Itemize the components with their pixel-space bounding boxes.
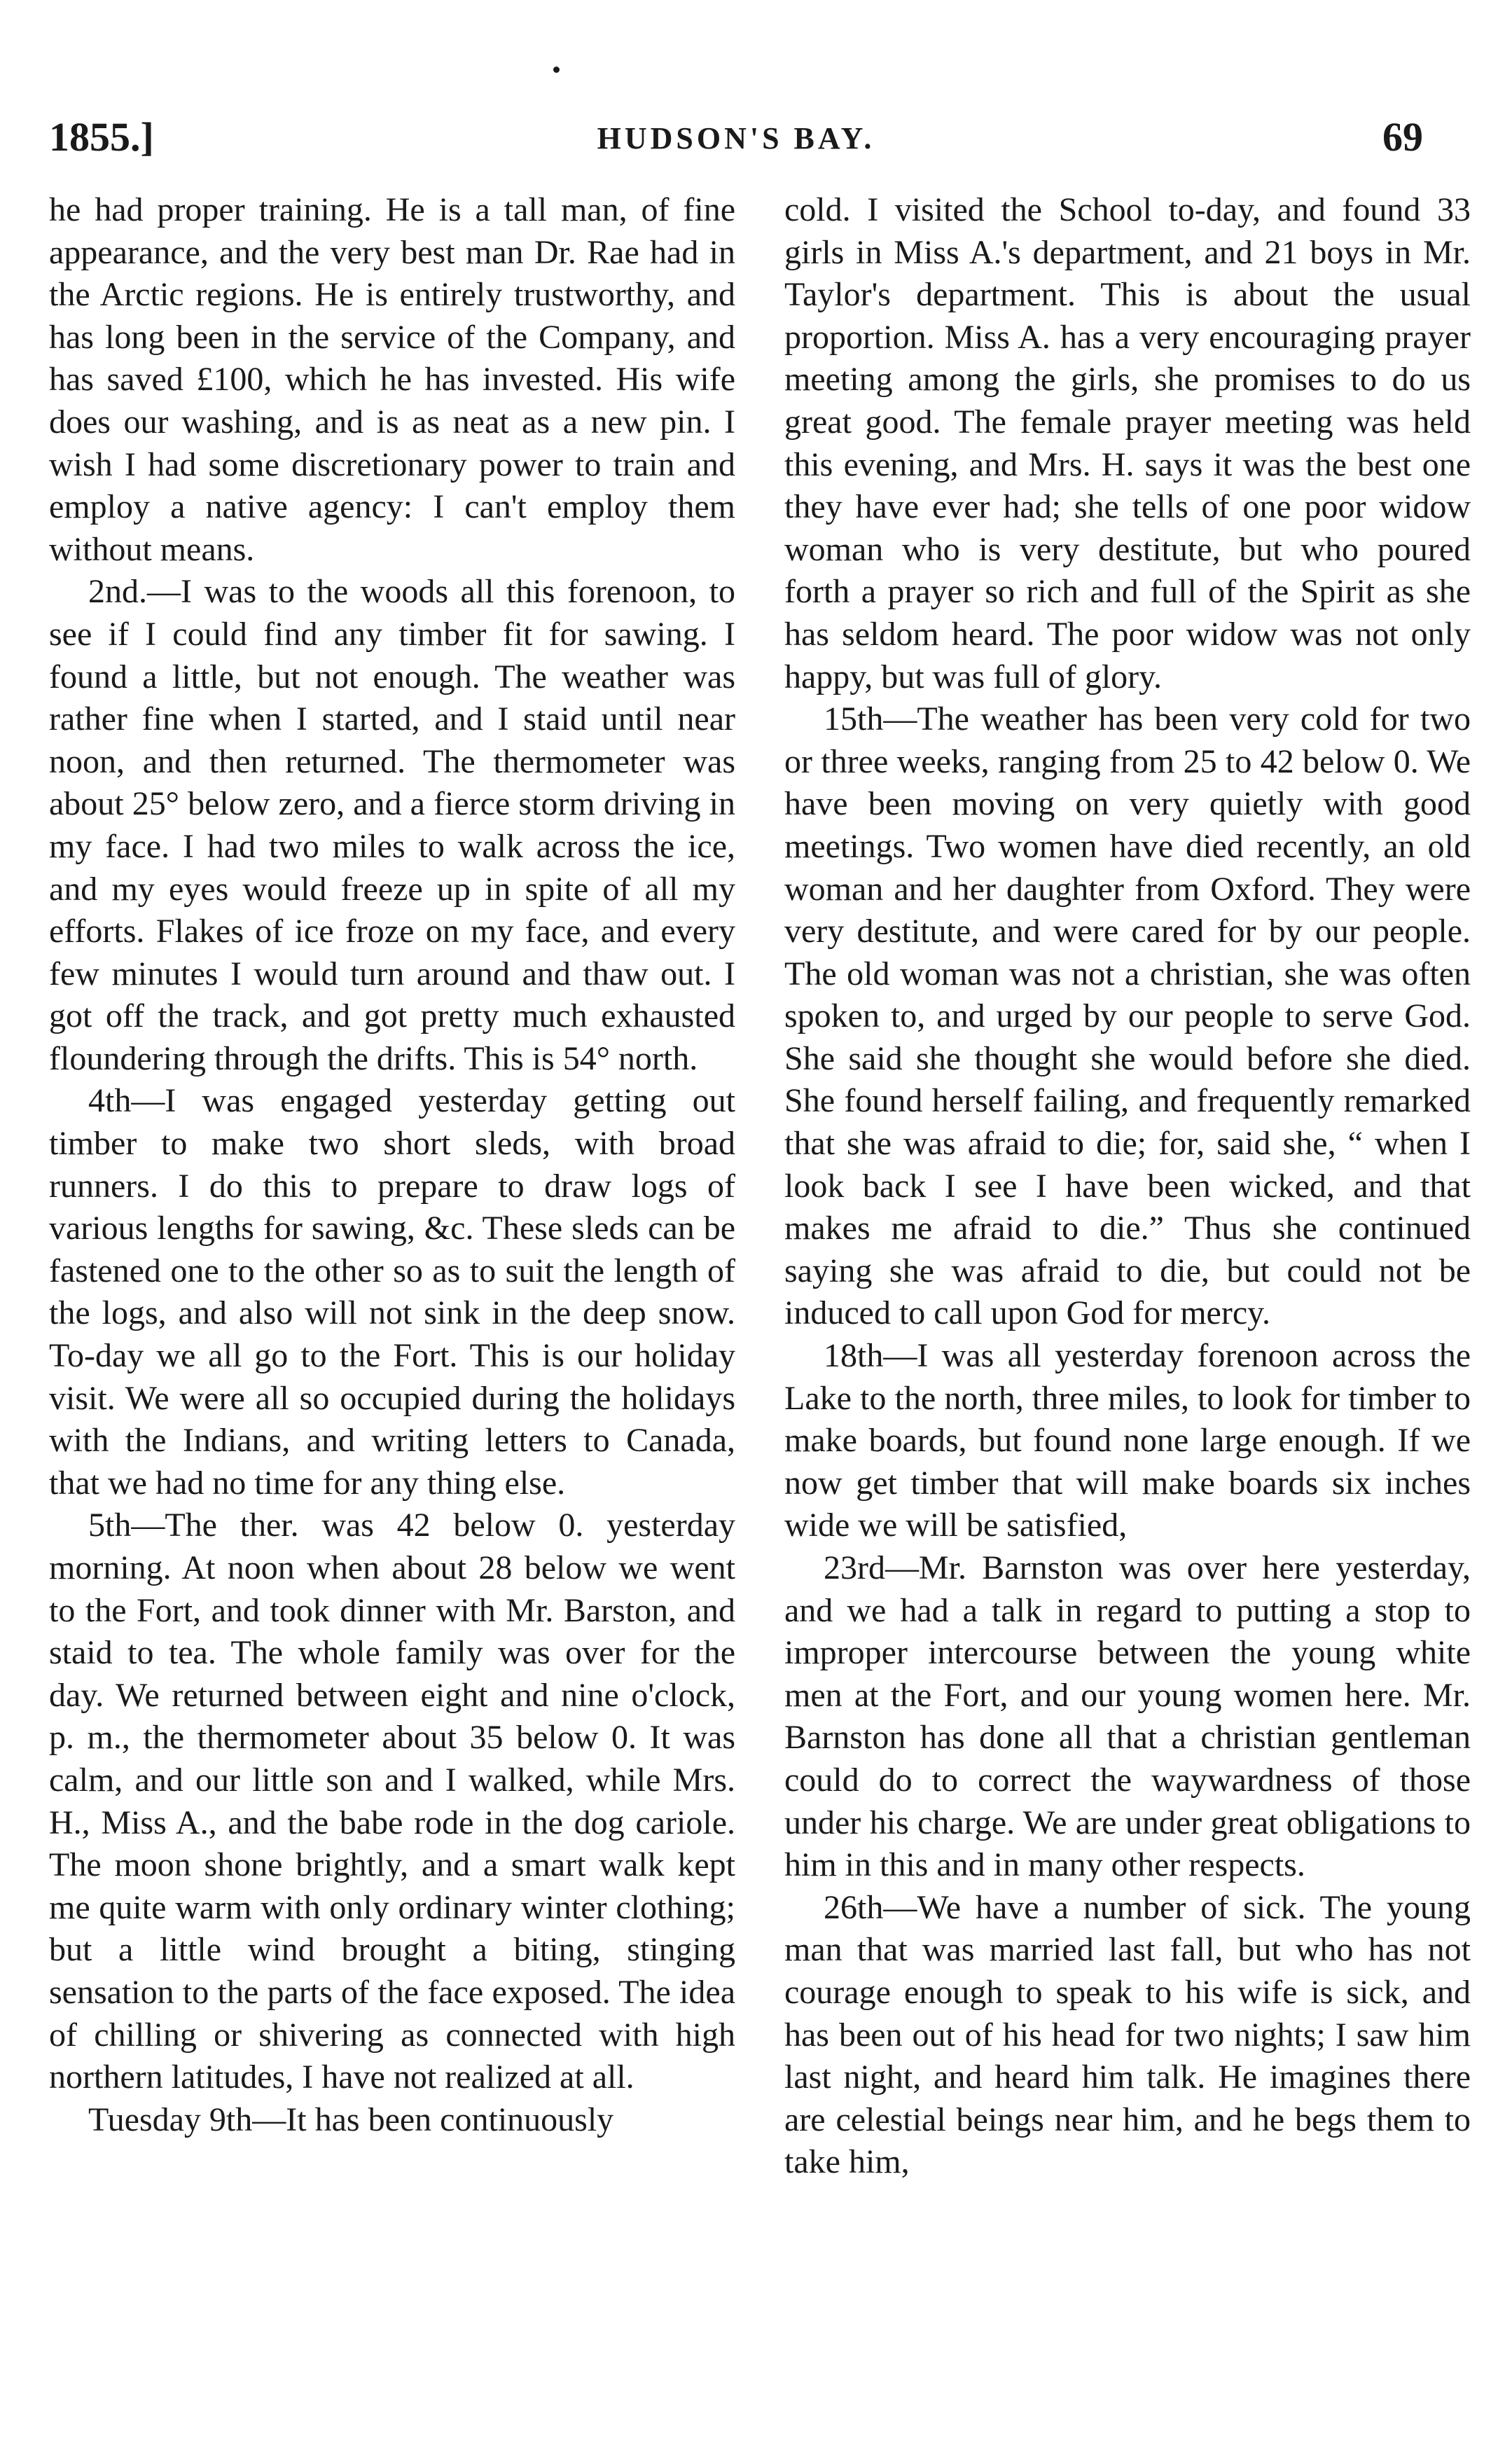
header-title: HUDSON'S BAY. <box>597 121 875 155</box>
paragraph: 26th—We have a number of sick. The young man that was married last fall, but who has not courage enough to speak to his wife is sick, and has been out of his head for two nights; I saw him last night, and heard him talk. He imagines there are celestial beings near him, and he begs them to take him, <box>784 1888 1471 2181</box>
paragraph: Tuesday 9th—It has been continuously <box>88 2100 614 2138</box>
paragraph: 5th—The ther. was 42 below 0. yesterday morning. At noon when about 28 below we went to the Fort, and took dinner with Mr. Barston, and staid to tea. The whole family was over for the day. We returned between eight and nine o'clock, p. m., the thermometer about 35 below 0. It was calm, and our little son and I walked, while Mrs. H., Miss A., and the babe rode in the dog cariole. The moon shone brightly, and a smart walk kept me quite warm with only ordinary winter clothing; but a little wind brought a biting, stinging sensation to the parts of the face exposed. The idea of chilling or shivering as connected with high northern latitudes, I have not realized at all. <box>49 1507 735 2096</box>
running-header <box>49 113 1423 169</box>
page-number: 69 <box>1382 114 1423 160</box>
header-year: 1855.] <box>49 114 154 160</box>
paragraph: 2nd.—I was to the woods all this forenoon, to see if I could find any timber fit for sawing. I found a little, but not enough. The weather was rather fine when I started, and I staid until near noon, and then returned. The thermometer was about 25° below zero, and a fierce storm driving in my face. I had two miles to walk across the ice, and my eyes would freeze up in spite of all my efforts. Flakes of ice froze on my face, and every few minutes I would turn around and thaw out. I got off the track, and got pretty much exhausted floundering through the drifts. This is 54° north. <box>49 573 735 1077</box>
paragraph: 15th—The weather has been very cold for two or three weeks, ranging from 25 to 42 below 0. We have been moving on very quietly with good meetings. Two women have died recently, an old woman and her daughter from Oxford. They were very destitute, and were cared for by our people. The old woman was not a christian, she was often spoken to, and urged by our people to serve God. She said she thought she would before she died. She found herself failing, and frequently remarked that she was afraid to die; for, said she, “ when I look back I see I have been wicked, and that makes me afraid to die.” Thus she continued saying she was afraid to die, but could not be induced to call upon God for mercy. <box>784 700 1471 1332</box>
paragraph: he had proper training. He is a tall man, of fine appearance, and the very best man Dr. Rae had in the Arctic regions. He is entirely trustworthy, and has long been in the service of the Company, and has saved £100, which he has invested. His wife does our washing, and is as neat as a new pin. I wish I had some discretionary power to train and employ a native agency: I can't employ them without means. <box>49 191 735 568</box>
left-column <box>49 189 735 2141</box>
ink-speck <box>553 67 560 73</box>
paragraph: 18th—I was all yesterday forenoon across the Lake to the north, three miles, to look for timber to make boards, but found none large enough. If we now get timber that will make boards six inches wide we will be satisfied, <box>784 1337 1471 1544</box>
paragraph: 23rd—Mr. Barnston was over here yesterday, and we had a talk in regard to putting a stop to improper intercourse between the young white men at the Fort, and our young women here. Mr. Barnston has done all that a christian gentleman could do to correct the waywardness of those under his charge. We are under great obligations to him in this and in many other respects. <box>784 1549 1471 1884</box>
right-column <box>784 189 1471 2184</box>
paragraph: 4th—I was engaged yesterday getting out timber to make two short sleds, with broad runners. I do this to prepare to draw logs of various lengths for sawing, &c. These sleds can be fastened one to the other so as to suit the length of the logs, and also will not sink in the deep snow. To-day we all go to the Fort. This is our holiday visit. We were all so occupied during the holidays with the Indians, and writing letters to Canada, that we had no time for any thing else. <box>49 1082 735 1502</box>
paragraph: cold. I visited the School to-day, and found 33 girls in Miss A.'s department, and 21 boys in Mr. Taylor's department. This is about the usual proportion. Miss A. has a very encouraging prayer meeting among the girls, she promises to do us great good. The female prayer meeting was held this evening, and Mrs. H. says it was the best one they have ever had; she tells of one poor widow woman who is very destitute, but who poured forth a prayer so rich and full of the Spirit as she has seldom heard. The poor widow was not only happy, but was full of glory. <box>784 191 1471 695</box>
